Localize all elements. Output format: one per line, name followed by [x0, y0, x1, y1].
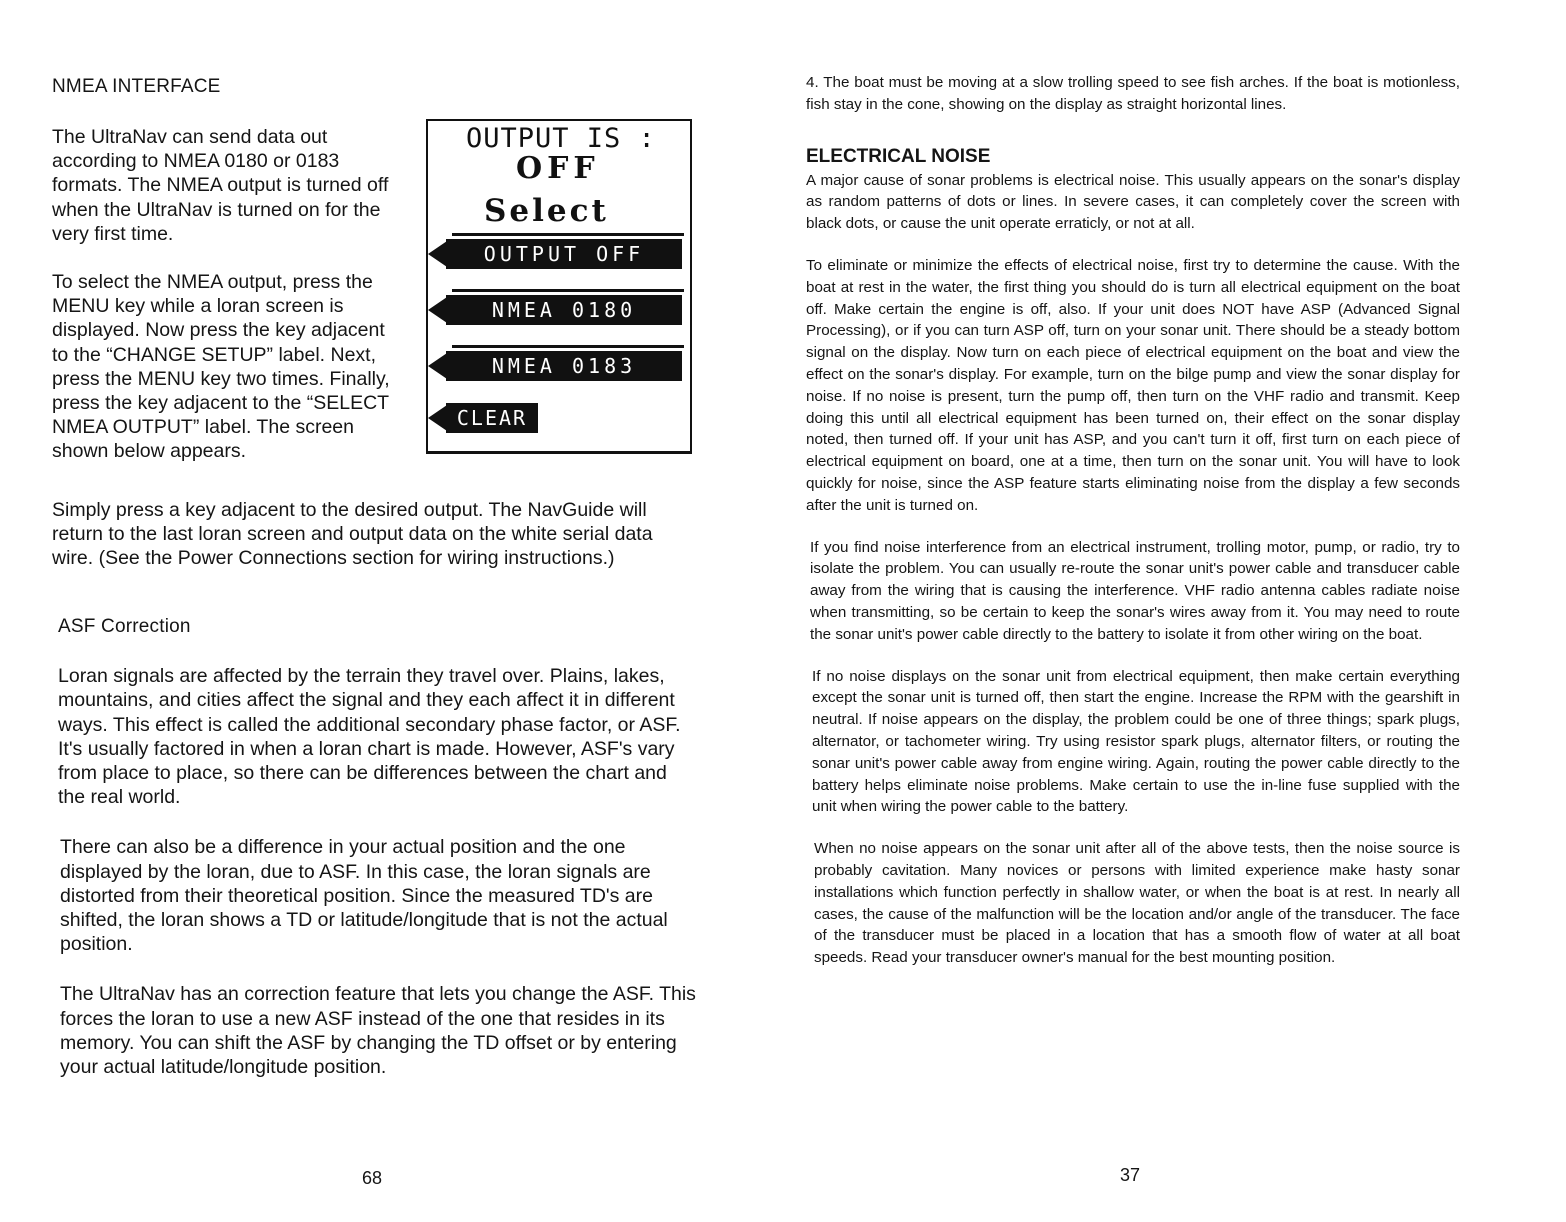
nmea-interface-heading: NMEA INTERFACE [52, 76, 221, 97]
menu-option-nmea-0180[interactable] [428, 295, 690, 325]
nmea-paragraph-1: The UltraNav can send data out according to NMEA 0180 or 0183 formats. The NMEA output is turned off when the UltraNav is turned on for the very first time. [52, 126, 389, 245]
screen-output-value: OFF [516, 151, 600, 186]
right-page-number: 37 [1120, 1165, 1141, 1185]
nmea-intro-section [52, 125, 702, 464]
screen-title: OUTPUT IS : [466, 123, 656, 154]
screen-divider [452, 233, 684, 236]
noise-paragraph-5: When no noise appears on the sonar unit after all of the above tests, then the noise source is probably cavitation. Many novices or persons with limited experience make hasty sonar installations which function perfectly in shallow water, or when the boat is at rest. In nearly all cases, the cause of the malfunction will be the location and/or angle of the transducer. The face of the transducer must be placed in a location that has a smooth flow of water at all boat speeds. Read your transducer owner's manual for the best mounting position. [814, 840, 1460, 967]
menu-option-clear[interactable] [428, 403, 568, 433]
asf-paragraph-1: Loran signals are affected by the terrain they travel over. Plains, lakes, mountains, and cities affect the signal and they each affect it in different ways. This effect is called the additional secondary phase factor, or ASF. It's usually factored in when a loran chart is made. However, ASF's vary from place to place, so there can be differences between the chart and the real world. [58, 665, 681, 809]
nmea-paragraph-3: Simply press a key adjacent to the desired output. The NavGuide will return to the last loran screen and output data on the white serial data wire. (See the Power Connections section for wiring instructions.) [52, 498, 653, 570]
screen-divider [452, 345, 684, 348]
right-page [806, 72, 1460, 969]
left-page [52, 76, 702, 1079]
screen-select-label: Select [484, 193, 609, 229]
noise-paragraph-3: If you find noise interference from an electrical instrument, trolling motor, pump, or radio, try to isolate the problem. You can usually re-route the sonar unit's power cable and transducer cable away from the wiring that is causing the interference. VHF radio antenna cables radiate noise when transmitting, so be certain to keep the sonar's wires away from it. You may need to route the sonar unit's power cable directly to the battery to isolate it from other wiring on the boat. [810, 538, 1460, 643]
fish-arches-paragraph: 4. The boat must be moving at a slow trolling speed to see fish arches. If the boat is motionless, fish stay in the cone, showing on the display as straight horizontal lines. [806, 74, 1460, 113]
menu-option-nmea-0183[interactable] [428, 351, 690, 381]
noise-paragraph-4: If no noise displays on the sonar unit from electrical equipment, then make certain everything except the sonar unit is turned off, then start the engine. Increase the RPM with the gearshift in neutral. If noise appears on the display, the problem could be one of three things; spark plugs, alternator, or tachometer wiring. Try using resistor spark plugs, alternator filters, or routing the sonar unit's power cable away from engine wiring. Again, routing the power cable directly to the battery helps eliminate noise problems. Make certain to use the in-line fuse supplied with the unit when wiring the power cable to the battery. [812, 667, 1460, 816]
menu-option-label: NMEA 0180 [446, 295, 682, 325]
nmea-paragraph-2: To select the NMEA output, press the MENU key while a loran screen is displayed. Now press the key adjacent to the “CHANGE SETUP” label. Next, press the MENU key two times. Finally, press the key adjacent to the “SELECT NMEA OUTPUT” label. The screen shown below appears. [52, 271, 390, 463]
asf-paragraph-2: There can also be a difference in your actual position and the one displayed by the loran, due to ASF. In this case, the loran signals are distorted from their theoretical position. Since the measured TD's are shifted, the loran shows a TD or latitude/longitude that is not the actual position. [60, 836, 668, 956]
menu-option-label: NMEA 0183 [446, 351, 682, 381]
menu-option-output-off[interactable] [428, 239, 690, 269]
nmea-intro-text [52, 125, 397, 464]
left-page-number: 68 [362, 1168, 383, 1188]
asf-paragraph-3: The UltraNav has an correction feature that lets you change the ASF. This forces the loran to use a new ASF instead of the one that resides in its memory. You can shift the ASF by changing the TD offset or by entering your actual latitude/longitude position. [60, 983, 696, 1079]
noise-paragraph-2: To eliminate or minimize the effects of electrical noise, first try to determine the cause. With the boat at rest in the water, the first thing you should do is turn all electrical equipment on the boat off. Make certain the engine is off, also. If your unit does NOT have ASP (Advanced Signal Processing), or if you can turn ASP off, turn on your sonar unit. There should be a steady bottom signal on the display. Now turn on each piece of electrical equipment on the boat and view the effect on the sonar's display. For example, turn on the bilge pump and view the sonar display for noise. If no noise is present, turn the pump off, then turn on the VHF radio and transmit. Keep doing this until all electrical equipment has been turned on, their effect on the sonar display noted, then turned off. If your unit has ASP, and you can't turn it off, first turn on each piece of electrical equipment on board, one at a time, then turn on the sonar unit. You will have to look quickly for noise, since the ASP feature starts eliminating noise from the display a few seconds after the unit is turned on. [806, 256, 1460, 514]
nmea-output-screen [426, 119, 692, 454]
menu-option-label: OUTPUT OFF [446, 239, 682, 269]
screen-divider [452, 289, 684, 292]
noise-paragraph-1: A major cause of sonar problems is electrical noise. This usually appears on the sonar's display as random patterns of dots or lines. In severe cases, it can completely cover the screen with black dots, or cause the unit operate erraticly, or not at all. [806, 171, 1460, 233]
menu-option-label: CLEAR [446, 403, 538, 433]
asf-correction-heading: ASF Correction [58, 616, 191, 638]
electrical-noise-heading: ELECTRICAL NOISE [806, 145, 991, 167]
